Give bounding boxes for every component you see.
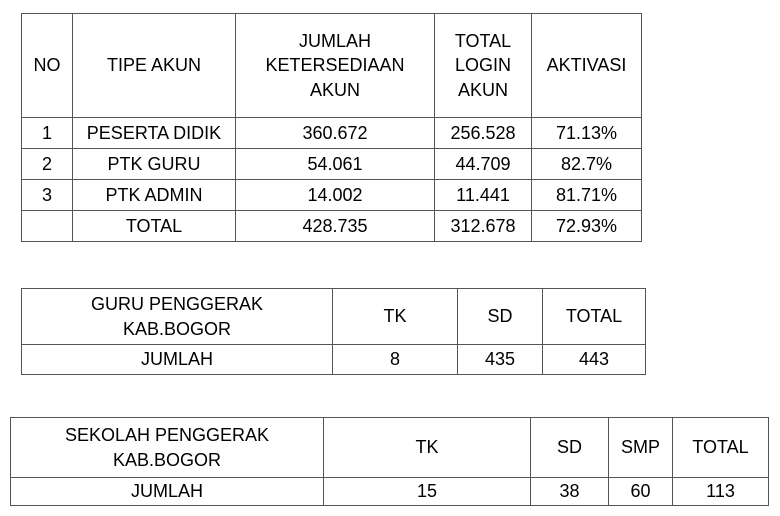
- cell-tk: 15: [324, 478, 531, 506]
- cell-sd: 435: [458, 345, 543, 375]
- cell-aktivasi: 81.71%: [532, 180, 642, 211]
- table-header-row: [22, 14, 642, 118]
- cell-jumlah: 14.002: [236, 180, 435, 211]
- cell-total-login: 256.528: [435, 118, 532, 149]
- guru-penggerak-table: [21, 288, 646, 375]
- header-tk: TK: [333, 289, 458, 345]
- cell-no: 3: [22, 180, 73, 211]
- header-smp: SMP: [609, 418, 673, 478]
- cell-total: 443: [543, 345, 646, 375]
- cell-tipe-akun: PTK GURU: [73, 149, 236, 180]
- header-total: TOTAL: [543, 289, 646, 345]
- cell-jumlah: 54.061: [236, 149, 435, 180]
- header-sd: SD: [458, 289, 543, 345]
- cell-aktivasi: 82.7%: [532, 149, 642, 180]
- guru-penggerak-title: GURU PENGGERAK KAB.BOGOR: [22, 289, 333, 345]
- cell-tipe-akun: PTK ADMIN: [73, 180, 236, 211]
- table-row: [22, 345, 646, 375]
- table-header-row: [11, 418, 769, 478]
- cell-no: 1: [22, 118, 73, 149]
- cell-tipe-akun: TOTAL: [73, 211, 236, 242]
- header-total: TOTAL: [673, 418, 769, 478]
- cell-total-login: 11.441: [435, 180, 532, 211]
- cell-tipe-akun: PESERTA DIDIK: [73, 118, 236, 149]
- cell-aktivasi: 71.13%: [532, 118, 642, 149]
- cell-smp: 60: [609, 478, 673, 506]
- header-tk: TK: [324, 418, 531, 478]
- sekolah-penggerak-table: [10, 417, 769, 506]
- table-total-row: [22, 211, 642, 242]
- cell-total: 113: [673, 478, 769, 506]
- table-row: [22, 118, 642, 149]
- header-total-login-akun: TOTAL LOGIN AKUN: [435, 14, 532, 118]
- cell-label: JUMLAH: [11, 478, 324, 506]
- table-row: [22, 180, 642, 211]
- cell-no: 2: [22, 149, 73, 180]
- cell-tk: 8: [333, 345, 458, 375]
- table-row: [22, 149, 642, 180]
- header-sd: SD: [531, 418, 609, 478]
- table-header-row: [22, 289, 646, 345]
- header-no: NO: [22, 14, 73, 118]
- header-aktivasi: AKTIVASI: [532, 14, 642, 118]
- cell-total-login: 312.678: [435, 211, 532, 242]
- cell-label: JUMLAH: [22, 345, 333, 375]
- sekolah-penggerak-title: SEKOLAH PENGGERAK KAB.BOGOR: [11, 418, 324, 478]
- header-jumlah-ketersediaan-akun: JUMLAH KETERSEDIAAN AKUN: [236, 14, 435, 118]
- cell-total-login: 44.709: [435, 149, 532, 180]
- cell-aktivasi: 72.93%: [532, 211, 642, 242]
- account-statistics-table: [21, 13, 642, 242]
- header-tipe-akun: TIPE AKUN: [73, 14, 236, 118]
- cell-jumlah: 360.672: [236, 118, 435, 149]
- table-row: [11, 478, 769, 506]
- cell-jumlah: 428.735: [236, 211, 435, 242]
- cell-no: [22, 211, 73, 242]
- cell-sd: 38: [531, 478, 609, 506]
